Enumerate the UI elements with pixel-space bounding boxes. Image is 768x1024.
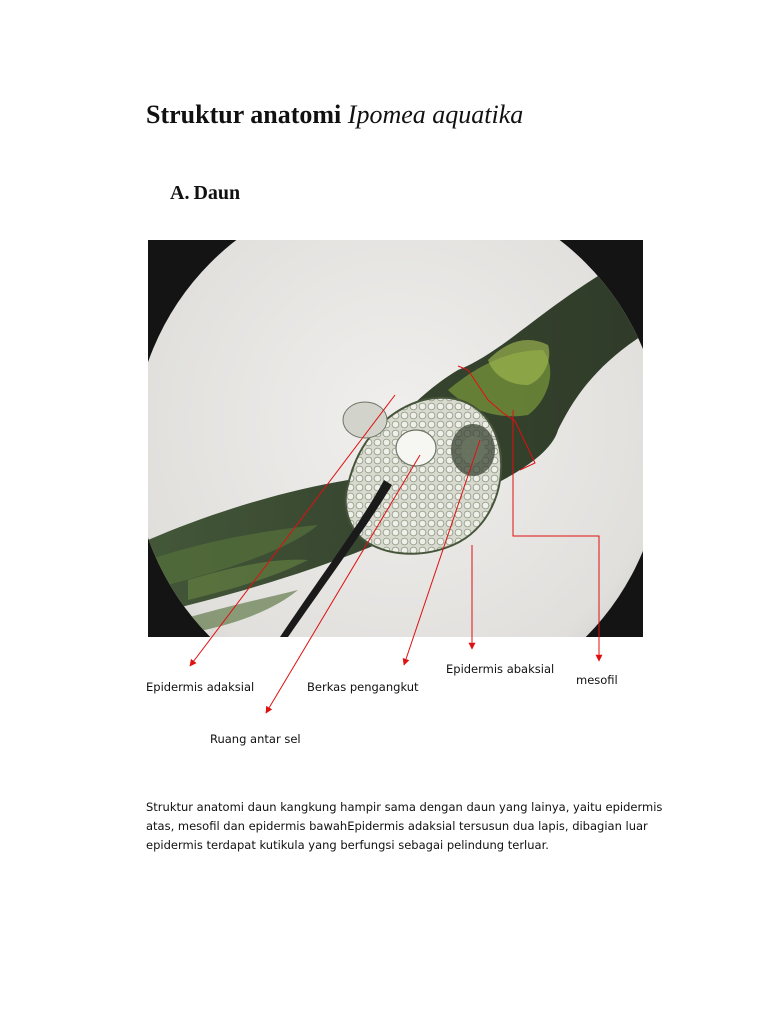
paragraph-line: Struktur anatomi daun kangkung hampir sama dengan daun yang lainya, yaitu epidermis — [146, 800, 663, 814]
section-heading: A. Daun — [170, 182, 241, 204]
title-prefix: Struktur anatomi — [146, 100, 348, 129]
label-mesofil: mesofil — [576, 673, 618, 687]
label-epidermis-abaksial: Epidermis abaksial — [446, 662, 555, 676]
title-species: Ipomea aquatika — [347, 100, 524, 129]
paragraph-line: epidermis terdapat kutikula yang berfungsi sebagai pelindung terluar. — [146, 838, 549, 852]
micrograph-image — [148, 240, 643, 637]
description-paragraph — [146, 798, 666, 855]
label-ruang-antar-sel: Ruang antar sel — [210, 732, 301, 746]
label-berkas-pengangkut: Berkas pengangkut — [307, 680, 419, 694]
label-epidermis-adaksial: Epidermis adaksial — [146, 680, 255, 694]
paragraph-line: atas, mesofil dan epidermis bawahEpidermis adaksial tersusun dua lapis, dibagian luar — [146, 819, 648, 833]
page-title — [146, 100, 523, 130]
